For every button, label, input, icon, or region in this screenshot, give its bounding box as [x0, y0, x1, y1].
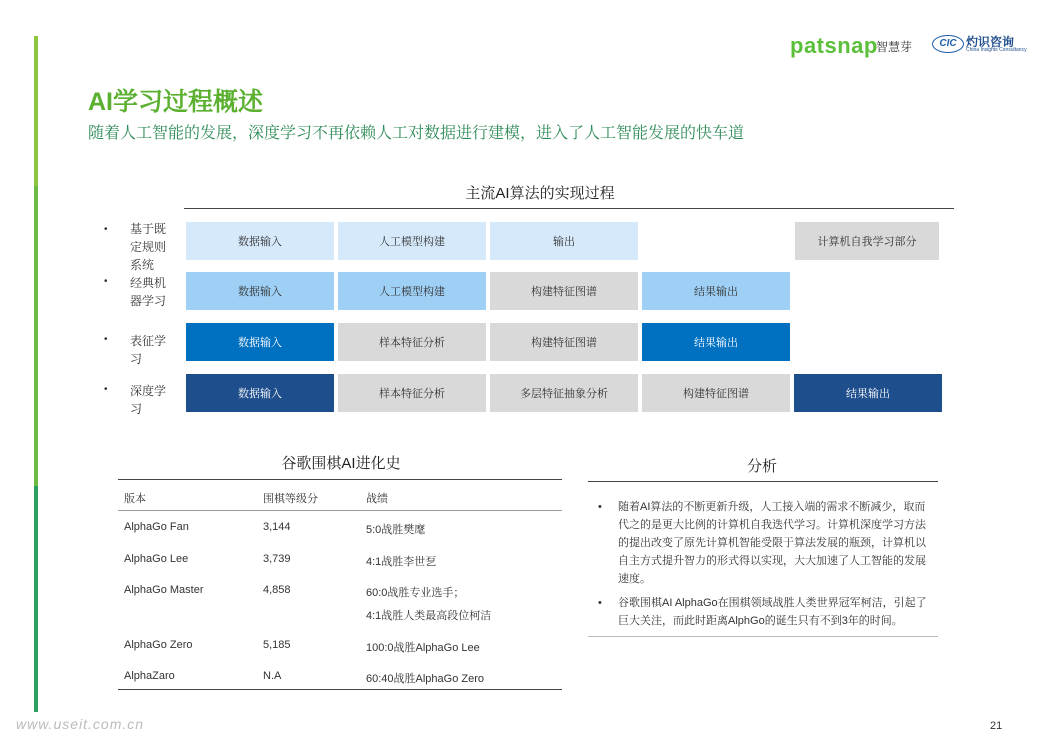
- table-cell-rating: 3,739: [263, 553, 291, 565]
- row-label-line: 定规则: [130, 240, 167, 254]
- row-bullet: •: [104, 224, 108, 235]
- accent-bar-top: [34, 36, 38, 186]
- table-header-record: 战绩: [366, 493, 388, 505]
- row-label-line: 深度学: [130, 384, 167, 398]
- accent-bar-middle: [34, 186, 38, 486]
- analysis-bottom-rule: [588, 636, 938, 637]
- cic-logo-en: China Insights Consultancy: [966, 47, 1027, 53]
- page-subtitle: 随着人工智能的发展，深度学习不再依赖人工对数据进行建模，进入了人工智能发展的快车道: [88, 125, 745, 142]
- row-label-line: 经典机: [130, 276, 167, 290]
- go-table-header-rule: [118, 510, 562, 511]
- go-table-top-rule: [118, 479, 562, 480]
- process-cell: 数据输入: [186, 272, 334, 310]
- go-table-title: 谷歌围棋AI进化史: [281, 455, 401, 472]
- row-label-deep-learning: [130, 382, 176, 418]
- table-cell-rating: 5,185: [263, 639, 291, 651]
- row-bullet: •: [104, 276, 108, 287]
- table-cell-rating: N.A: [263, 670, 282, 682]
- table-cell-record: 60:40战胜AlphaGo Zero: [366, 673, 485, 685]
- row-label-line: 习: [130, 402, 143, 416]
- patsnap-logo-cn: 智慧芽: [876, 40, 913, 54]
- process-cell: 人工模型构建: [338, 272, 486, 310]
- watermark: www.useit.com.cn: [16, 716, 145, 732]
- cic-logo: CIC: [932, 35, 964, 53]
- page-title: AI学习过程概述: [88, 88, 264, 116]
- analysis-title: 分析: [746, 458, 777, 475]
- process-cell: 数据输入: [186, 222, 334, 260]
- page-number: 21: [990, 720, 1003, 732]
- row-label-line: 习: [130, 352, 143, 366]
- table-cell-record: 5:0战胜樊麾: [366, 524, 426, 536]
- table-cell-version: AlphaGo Lee: [124, 553, 189, 565]
- row-bullet: •: [104, 384, 108, 395]
- row-label-line: 表征学: [130, 334, 167, 348]
- analysis-item: [592, 594, 932, 630]
- process-cell: 样本特征分析: [338, 374, 486, 412]
- row-bullet: •: [104, 334, 108, 345]
- table-cell-record: 100:0战胜AlphaGo Lee: [366, 642, 480, 654]
- process-cell: 构建特征图谱: [490, 323, 638, 361]
- analysis-bullet: •: [598, 597, 602, 609]
- table-header-rating: 围棋等级分: [263, 493, 318, 505]
- process-cell: 样本特征分析: [338, 323, 486, 361]
- process-title: 主流AI算法的实现过程: [465, 185, 615, 202]
- process-cell: 输出: [490, 222, 638, 260]
- table-cell-record: 60:0战胜专业选手；: [366, 587, 465, 599]
- process-cell: 结果输出: [794, 374, 942, 412]
- analysis-text: 随着AI算法的不断更新升级，人工接入端的需求不断减少，取而代之的是更大比例的计算机自我迭代学习。计算机深度学习方法的提出改变了原先计算机智能受限于算法发展的瓶颈，计算机以自主方式提升智力的形式得以实现，大大加速了人工智能的发展速度。: [618, 501, 926, 585]
- process-divider: [184, 208, 954, 209]
- table-cell-rating: 3,144: [263, 521, 291, 533]
- analysis-top-rule: [588, 481, 938, 482]
- analysis-item: [592, 498, 932, 588]
- process-cell: 数据输入: [186, 374, 334, 412]
- patsnap-logo: patsnap: [790, 33, 878, 58]
- table-cell-version: AlphaZaro: [124, 670, 175, 682]
- cic-logo-cn: 灼识咨询: [966, 35, 1015, 49]
- analysis-bullet: •: [598, 501, 602, 513]
- accent-bar-bottom: [34, 486, 38, 712]
- go-table-bottom-rule: [118, 689, 562, 690]
- process-cell: 计算机自我学习部分: [795, 222, 939, 260]
- process-cell: 构建特征图谱: [642, 374, 790, 412]
- row-label-classic-ml: [130, 274, 176, 310]
- process-cell: 数据输入: [186, 323, 334, 361]
- table-cell-version: AlphaGo Master: [124, 584, 204, 596]
- row-label-representation: [130, 332, 176, 368]
- table-cell-version: AlphaGo Zero: [124, 639, 193, 651]
- table-cell-rating: 4,858: [263, 584, 291, 596]
- row-label-line: 系统: [130, 258, 155, 272]
- process-cell: 人工模型构建: [338, 222, 486, 260]
- process-cell: 结果输出: [642, 272, 790, 310]
- table-cell-version: AlphaGo Fan: [124, 521, 189, 533]
- analysis-text: 谷歌围棋AI AlphaGo在围棋领域战胜人类世界冠军柯洁，引起了巨大关注，而此时距离AlphGo的诞生只有不到3年的时间。: [618, 597, 927, 627]
- row-label-line: 基于既: [130, 222, 167, 236]
- row-label-rule-based: [130, 220, 176, 274]
- process-cell: 构建特征图谱: [490, 272, 638, 310]
- table-header-version: 版本: [124, 493, 146, 505]
- process-cell: 结果输出: [642, 323, 790, 361]
- table-cell-record: 4:1战胜李世乭: [366, 556, 437, 568]
- process-cell: 多层特征抽象分析: [490, 374, 638, 412]
- analysis-list: [592, 498, 932, 636]
- table-cell-record-line-2: 4:1战胜人类最高段位柯洁: [366, 610, 492, 622]
- row-label-line: 器学习: [130, 294, 167, 308]
